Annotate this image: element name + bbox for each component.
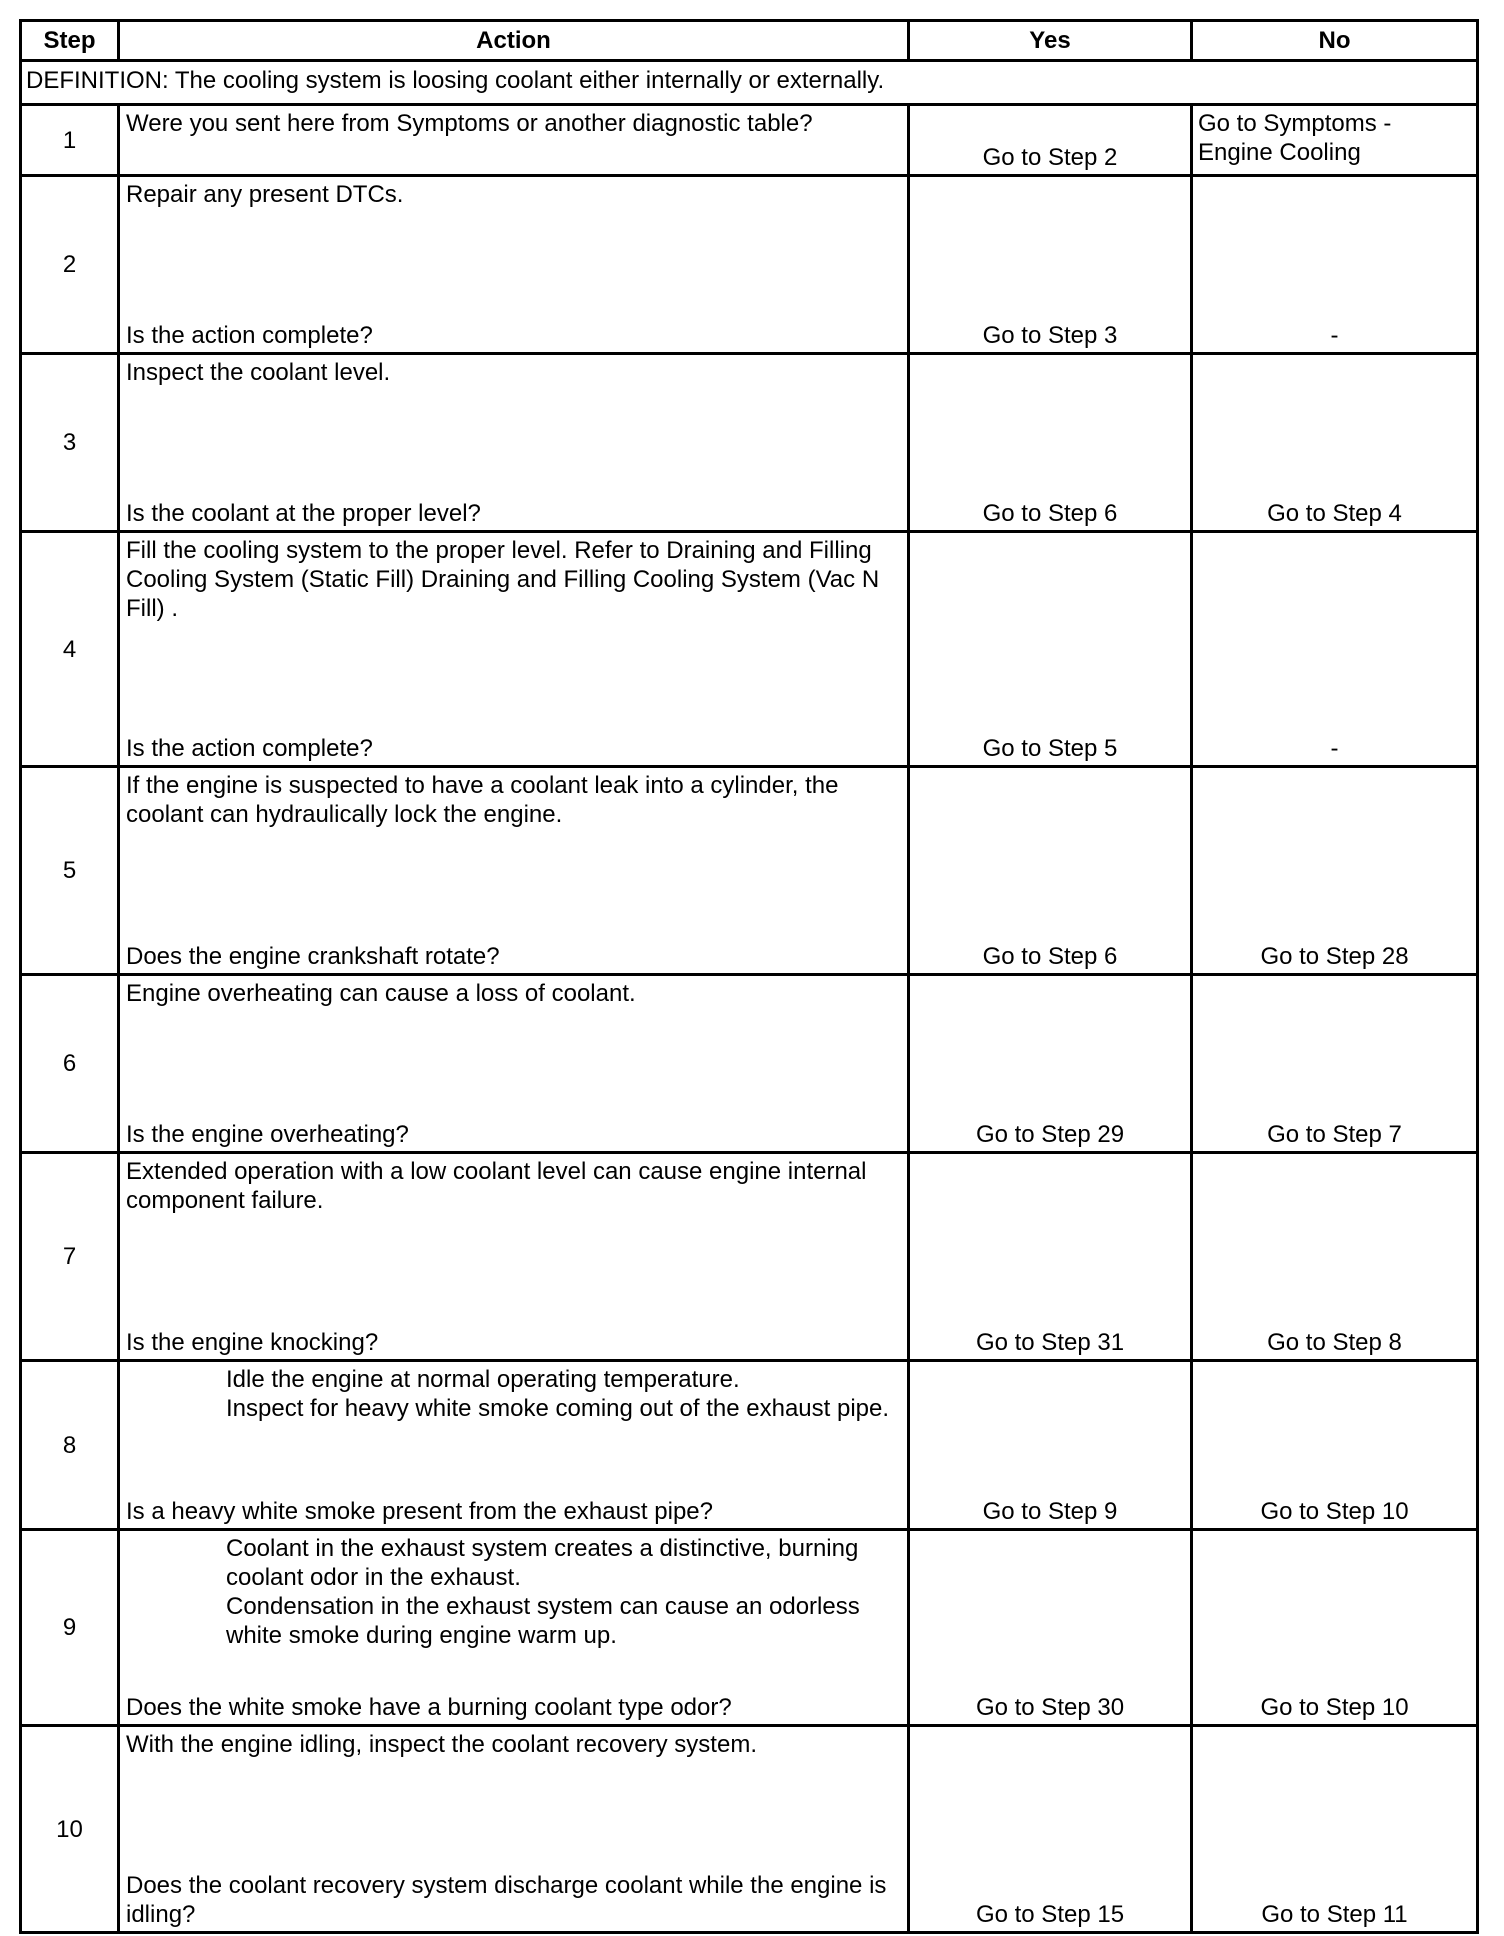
table-row	[21, 767, 1478, 975]
table-row	[21, 176, 1478, 354]
definition-row	[21, 61, 1478, 105]
no-result: Go to Step 11	[1192, 1726, 1478, 1933]
action-text: Inspect the coolant level.	[126, 359, 391, 386]
action-text: Repair any present DTCs.	[126, 181, 404, 208]
action-body	[126, 1730, 903, 1759]
action-question: Is the action complete?	[126, 322, 373, 349]
step-number: 2	[21, 176, 119, 354]
yes-result: Go to Step 3	[909, 176, 1192, 354]
yes-result: Go to Step 31	[909, 1153, 1192, 1361]
header-no: No	[1192, 21, 1478, 61]
action-text: Were you sent here from Symptoms or another diagnostic table?	[126, 110, 813, 137]
no-result: -	[1192, 176, 1478, 354]
header-yes: Yes	[909, 21, 1192, 61]
action-body	[126, 979, 903, 1008]
header-step: Step	[21, 21, 119, 61]
action-body	[126, 358, 903, 387]
action-cell	[119, 975, 909, 1153]
action-question: Does the white smoke have a burning coolant type odor?	[126, 1694, 732, 1721]
no-result: Go to Step 10	[1192, 1530, 1478, 1726]
yes-result: Go to Step 6	[909, 354, 1192, 532]
action-body	[126, 536, 903, 623]
action-cell	[119, 1726, 909, 1933]
yes-result: Go to Step 30	[909, 1530, 1192, 1726]
action-text: Condensation in the exhaust system can cause an odorless white smoke during engine warm up.	[226, 1593, 860, 1649]
action-text: If the engine is suspected to have a coolant leak into a cylinder, the coolant can hydraulically lock the engine.	[126, 772, 839, 828]
action-cell	[119, 176, 909, 354]
no-result: Go to Step 8	[1192, 1153, 1478, 1361]
action-cell	[119, 1530, 909, 1726]
table-row	[21, 1726, 1478, 1933]
action-body	[126, 109, 903, 138]
no-result: Go to Step 10	[1192, 1361, 1478, 1530]
yes-result: Go to Step 15	[909, 1726, 1192, 1933]
header-action: Action	[119, 21, 909, 61]
action-text: Inspect for heavy white smoke coming out of the exhaust pipe.	[226, 1395, 890, 1422]
action-body	[126, 1157, 903, 1215]
action-body	[126, 771, 903, 829]
no-result: Go to Step 4	[1192, 354, 1478, 532]
yes-result: Go to Step 2	[909, 105, 1192, 176]
header-row	[21, 21, 1478, 61]
step-number: 1	[21, 105, 119, 176]
step-number: 8	[21, 1361, 119, 1530]
action-question: Is the engine overheating?	[126, 1121, 409, 1148]
yes-result: Go to Step 9	[909, 1361, 1192, 1530]
no-result: Go to Step 28	[1192, 767, 1478, 975]
step-number: 4	[21, 532, 119, 767]
action-question: Does the coolant recovery system discharge coolant while the engine is idling?	[126, 1872, 887, 1928]
table-row	[21, 354, 1478, 532]
step-number: 3	[21, 354, 119, 532]
table-row	[21, 532, 1478, 767]
yes-result: Go to Step 6	[909, 767, 1192, 975]
diagnostic-table	[19, 19, 1479, 1934]
step-number: 6	[21, 975, 119, 1153]
table-row	[21, 975, 1478, 1153]
action-text: With the engine idling, inspect the coolant recovery system.	[126, 1731, 757, 1758]
no-result: Go to Step 7	[1192, 975, 1478, 1153]
action-question: Is the coolant at the proper level?	[126, 500, 481, 527]
step-number: 7	[21, 1153, 119, 1361]
action-question: Does the engine crankshaft rotate?	[126, 943, 500, 970]
definition-text: DEFINITION: The cooling system is loosing coolant either internally or externally.	[21, 61, 1478, 105]
table-row	[21, 1530, 1478, 1726]
action-question: Is the action complete?	[126, 735, 373, 762]
action-cell	[119, 354, 909, 532]
no-result: -	[1192, 532, 1478, 767]
action-cell	[119, 1361, 909, 1530]
action-question: Is the engine knocking?	[126, 1329, 379, 1356]
action-cell	[119, 767, 909, 975]
table-row	[21, 1153, 1478, 1361]
action-body	[126, 180, 903, 209]
step-number: 5	[21, 767, 119, 975]
action-question: Is a heavy white smoke present from the exhaust pipe?	[126, 1498, 713, 1525]
action-text: Extended operation with a low coolant level can cause engine internal component failure.	[126, 1158, 867, 1214]
table-row	[21, 105, 1478, 176]
action-text: Idle the engine at normal operating temperature.	[226, 1366, 740, 1393]
action-text: Fill the cooling system to the proper level. Refer to Draining and Filling Cooling System (Static Fill) Draining and Filling Cooling System (Vac N Fill) .	[126, 537, 880, 622]
action-text: Engine overheating can cause a loss of coolant.	[126, 980, 636, 1007]
action-cell	[119, 532, 909, 767]
table-row	[21, 1361, 1478, 1530]
no-result: Go to Symptoms - Engine Cooling	[1192, 105, 1478, 176]
action-body	[126, 1365, 903, 1423]
step-number: 9	[21, 1530, 119, 1726]
action-cell	[119, 105, 909, 176]
action-text: Coolant in the exhaust system creates a distinctive, burning coolant odor in the exhaust.	[226, 1535, 859, 1591]
step-number: 10	[21, 1726, 119, 1933]
action-cell	[119, 1153, 909, 1361]
yes-result: Go to Step 5	[909, 532, 1192, 767]
yes-result: Go to Step 29	[909, 975, 1192, 1153]
action-body	[126, 1534, 903, 1650]
